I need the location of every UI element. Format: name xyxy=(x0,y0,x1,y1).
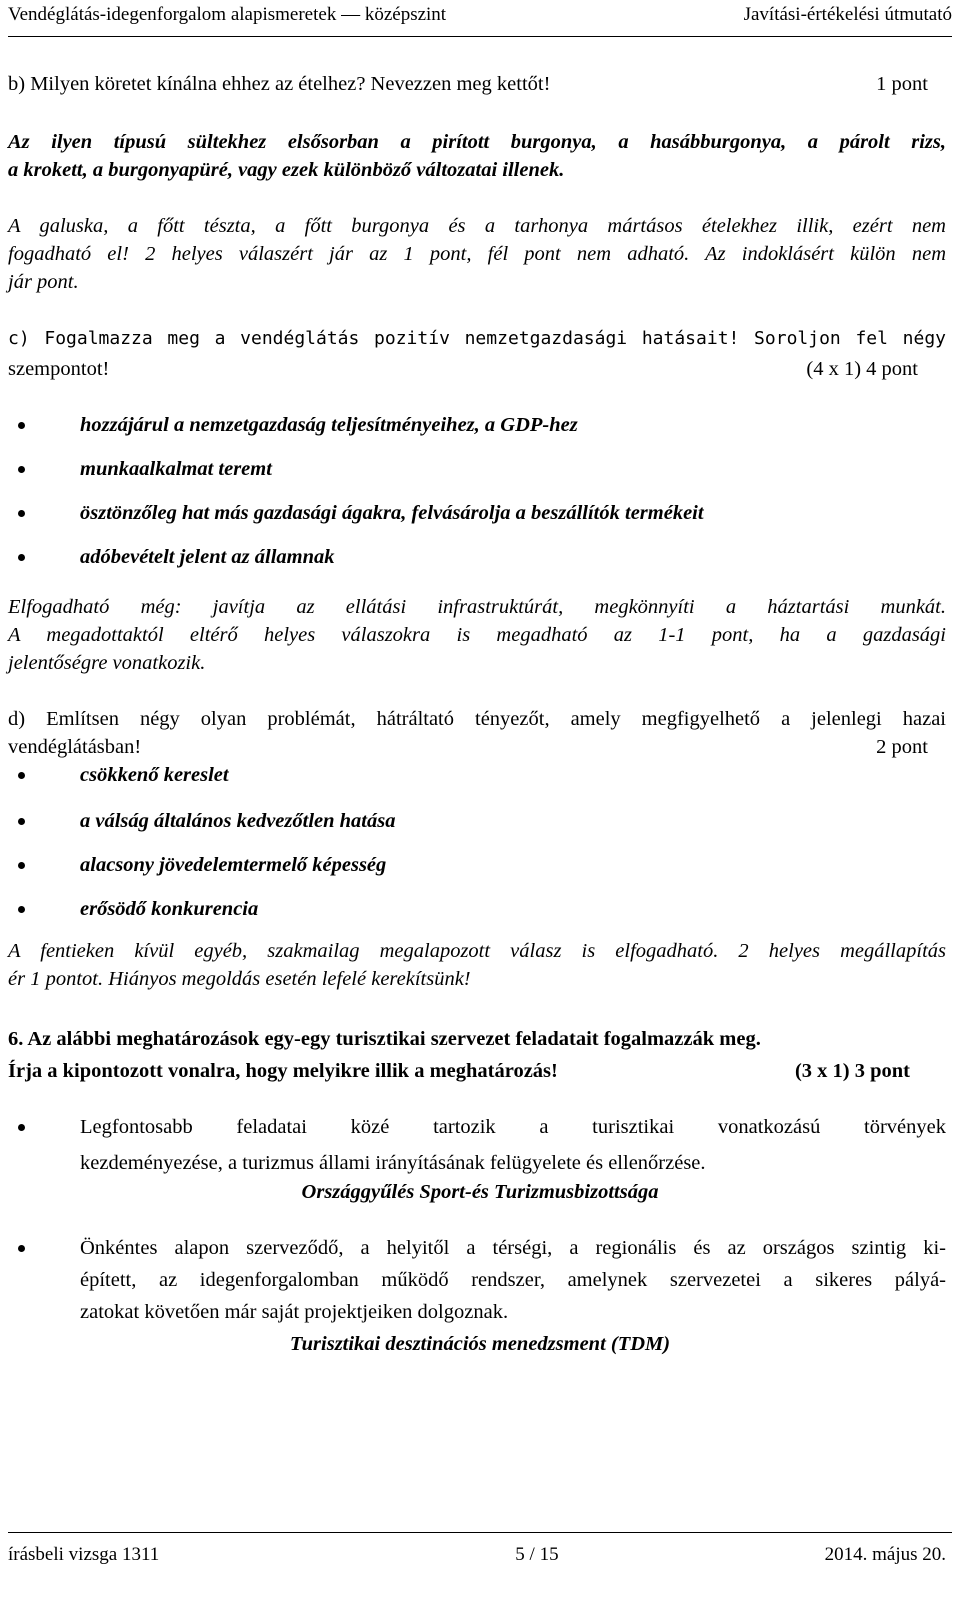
question-c-text: szempontot! xyxy=(8,358,110,380)
question-c-points: (4 x 1) 4 pont xyxy=(806,358,918,380)
page-footer xyxy=(8,1544,946,1566)
header-divider xyxy=(8,36,952,37)
question-d-line1: d) Említsen négy olyan problémát, hátráltató tényezőt, amely megfigyelhető a jelenlegi hazai xyxy=(8,708,946,730)
page-header xyxy=(8,4,952,34)
question-d-text: vendéglátásban! xyxy=(8,736,142,758)
note-c-line1: Elfogadható még: javítja az ellátási infrastruktúrát, megkönnyíti a háztartási munkát. xyxy=(8,596,946,618)
note-b-line2: fogadható el! 2 helyes válaszért jár az 1 pont, fél pont nem adható. Az indoklásért külön nem xyxy=(8,243,946,265)
question-c-line2 xyxy=(8,355,946,383)
question-b-text: b) Milyen köretet kínálna ehhez az ételhez? Nevezzen meg kettőt! xyxy=(8,73,551,95)
bullet-icon xyxy=(18,906,25,913)
note-c-line3: jelentőségre vonatkozik. xyxy=(8,652,206,674)
note-b-line3: jár pont. xyxy=(8,271,79,293)
question-6-title-line1: 6. Az alábbi meghatározások egy-egy turisztikai szervezet feladatait fogalmazzák meg. xyxy=(8,1028,761,1050)
answer-c-item-4: adóbevételt jelent az államnak xyxy=(80,546,335,568)
footer-divider xyxy=(8,1532,952,1533)
bullet-icon xyxy=(18,554,25,561)
answer-b-line2: a krokett, a burgonyapüré, vagy ezek különböző változatai illenek. xyxy=(8,159,565,181)
footer-exam-code: írásbeli vizsga 1311 xyxy=(8,1544,160,1565)
answer-d-item-2: a válság általános kedvezőtlen hatása xyxy=(80,810,396,832)
answer-c-item-3: ösztönzőleg hat más gazdasági ágakra, felvásárolja a beszállítók termékeit xyxy=(80,502,704,524)
bullet-icon xyxy=(18,510,25,517)
header-title: Vendéglátás-idegenforgalom alapismeretek — középszint xyxy=(8,4,447,25)
question-6-title-line2 xyxy=(8,1057,946,1085)
footer-page-number: 5 / 15 xyxy=(515,1544,559,1565)
bullet-icon xyxy=(18,862,25,869)
question-6-points: (3 x 1) 3 pont xyxy=(794,1060,910,1082)
note-b-line1: A galuska, a főtt tészta, a főtt burgonya és a tarhonya mártásos ételekhez illik, ezért nem xyxy=(8,215,946,237)
q6-item1-line1: Legfontosabb feladatai közé tartozik a turisztikai vonatkozású törvények xyxy=(80,1116,946,1138)
q6-answer1: Országgyűlés Sport-és Turizmusbizottsága xyxy=(301,1181,659,1203)
question-b xyxy=(8,70,946,98)
note-d-line2: ér 1 pontot. Hiányos megoldás esetén lefelé kerekítsünk! xyxy=(8,968,471,990)
footer-date: 2014. május 20. xyxy=(824,1544,946,1565)
bullet-icon xyxy=(18,1124,25,1131)
header-subtitle: Javítási-értékelési útmutató xyxy=(743,4,952,25)
question-b-points: 1 pont xyxy=(876,73,928,95)
question-6-text: Írja a kipontozott vonalra, hogy melyikre illik a meghatározás! xyxy=(8,1060,558,1082)
answer-d-item-4: erősödő konkurencia xyxy=(80,898,259,920)
bullet-icon xyxy=(18,772,25,779)
q6-item2-line3: zatokat követően már saját projektjeiken dolgoznak. xyxy=(80,1301,509,1323)
q6-answer2: Turisztikai desztinációs menedzsment (TDM) xyxy=(289,1333,671,1355)
q6-item1-line2: kezdeményezése, a turizmus állami irányításának felügyelete és ellenőrzése. xyxy=(80,1152,706,1174)
answer-d-item-1: csökkenő kereslet xyxy=(80,764,229,786)
question-c-line1: c) Fogalmazza meg a vendéglátás pozitív nemzetgazdasági hatásait! Soroljon fel négy xyxy=(8,328,946,349)
bullet-icon xyxy=(18,466,25,473)
question-d-points: 2 pont xyxy=(876,736,928,758)
answer-c-item-1: hozzájárul a nemzetgazdaság teljesítményeihez, a GDP-hez xyxy=(80,414,578,436)
bullet-icon xyxy=(18,422,25,429)
q6-item2-line1: Önkéntes alapon szerveződő, a helyitől a térségi, a regionális és az országos szintig ki- xyxy=(80,1237,946,1259)
note-c-line2: A megadottaktól eltérő helyes válaszokra is megadható az 1-1 pont, ha a gazdasági xyxy=(8,624,946,646)
answer-c-item-2: munkaalkalmat teremt xyxy=(80,458,272,480)
q6-item2-line2: épített, az idegenforgalomban működő rendszer, amelynek szervezetei a sikeres pályá- xyxy=(80,1269,946,1291)
bullet-icon xyxy=(18,1245,25,1252)
bullet-icon xyxy=(18,818,25,825)
question-d-line2 xyxy=(8,733,946,761)
note-d-line1: A fentieken kívül egyéb, szakmailag megalapozott válasz is elfogadható. 2 helyes megállapítás xyxy=(8,940,946,962)
answer-d-item-3: alacsony jövedelemtermelő képesség xyxy=(80,854,387,876)
answer-b-line1: Az ilyen típusú sültekhez elsősorban a pirított burgonya, a hasábburgonya, a párolt rizs, xyxy=(8,131,946,153)
